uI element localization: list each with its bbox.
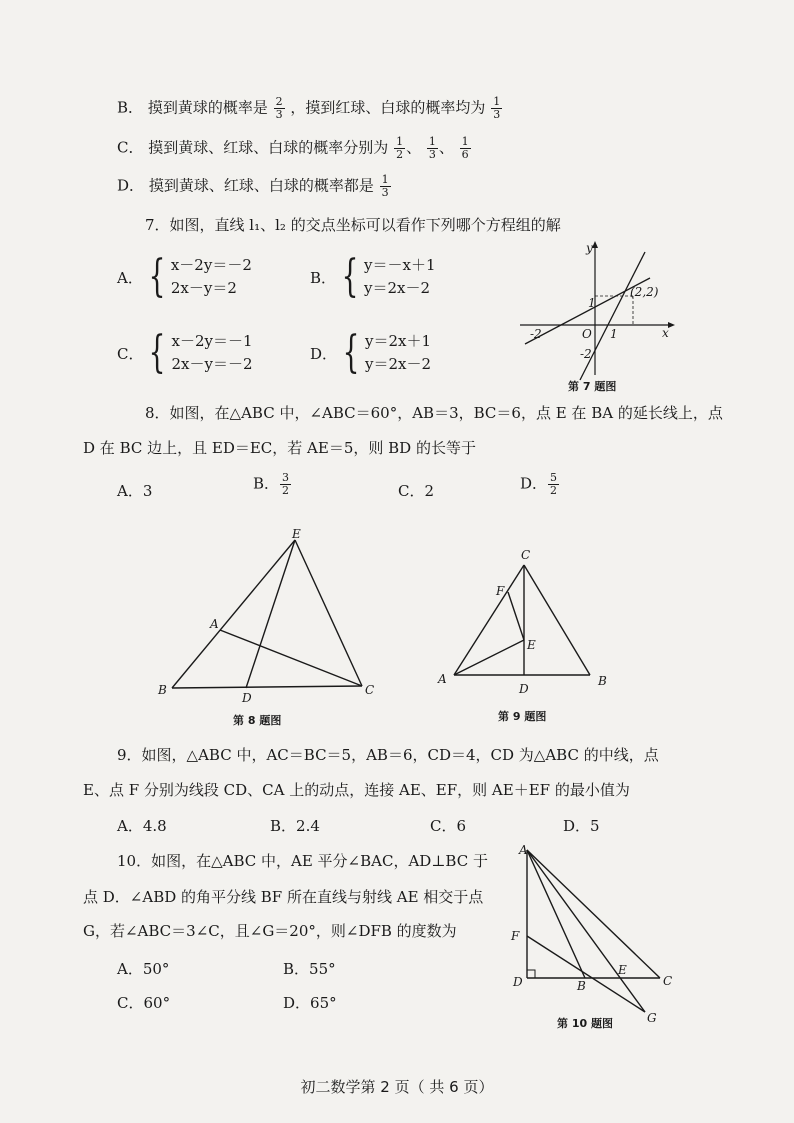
point-label: E <box>618 963 627 977</box>
q7-option-b <box>310 251 436 302</box>
point-label: D <box>519 682 529 696</box>
segment-ab <box>527 850 585 978</box>
point-label: E <box>527 638 536 652</box>
q9-stem-line1: 9．如图，△ABC 中，AC＝BC＝5，AB＝6，CD＝4，CD 为△ABC 的中线，点 <box>117 746 659 764</box>
segment-ed <box>246 540 295 688</box>
q9-caption: 第 9 题图 <box>498 710 547 723</box>
option-label: C． <box>117 344 144 363</box>
point-label: A <box>438 672 447 686</box>
q8-option-b: B． $\frac{3}{2}$ <box>253 471 290 497</box>
option-label: A． <box>117 268 143 287</box>
fraction: $\frac{1}{6}$ <box>461 135 469 161</box>
q8-stem-line2: D 在 BC 边上，且 ED＝EC，若 AE＝5，则 BD 的长等于 <box>83 439 476 457</box>
q7-stem: 7．如图，直线 l₁、l₂ 的交点坐标可以看作下列哪个方程组的解 <box>145 216 561 234</box>
page-footer: 初二数学第 2 页（ 共 6 页） <box>300 1078 494 1096</box>
equation: 2x－y＝－2 <box>171 355 253 373</box>
q6-option-b <box>117 96 503 121</box>
point-label: B <box>577 979 586 993</box>
q7-option-a <box>117 251 252 302</box>
segment-ef <box>508 592 524 640</box>
q10-stem-line1: 10．如图，在△ABC 中，AE 平分∠BAC，AD⊥BC 于 <box>117 852 488 870</box>
arrow-icon <box>668 322 675 328</box>
equation: 2x－y＝2 <box>170 279 237 297</box>
point-label: E <box>292 527 301 541</box>
option-text: 摸到黄球、红球、白球的概率分别为 <box>148 138 389 157</box>
y-label: y <box>586 241 593 255</box>
intersection-label: (2,2) <box>630 285 659 299</box>
fraction: $\frac{1}{3}$ <box>493 95 501 121</box>
option-label: C． <box>117 138 144 157</box>
segment-ac <box>527 850 660 978</box>
point-label: A <box>519 843 528 857</box>
q10-stem-line2: 点 D．∠ABD 的角平分线 BF 所在直线与射线 AE 相交于点 <box>83 888 484 906</box>
q8-stem-line1: 8．如图，在△ABC 中，∠ABC＝60°，AB＝3，BC＝6，点 E 在 BA 的延长线上，点 <box>145 404 723 422</box>
x-label: x <box>662 326 669 340</box>
q8-option-c: C．2 <box>398 482 435 500</box>
equation: x－2y＝－2 <box>170 256 252 274</box>
brace-icon: { <box>342 327 360 378</box>
point-label: D <box>242 691 252 705</box>
brace-icon: { <box>148 251 166 302</box>
origin-label: O <box>582 327 592 341</box>
point-label: C <box>521 548 531 562</box>
point-label: F <box>511 929 520 943</box>
q7-figure <box>520 240 680 380</box>
q9-option-d: D．5 <box>563 817 600 835</box>
q8-caption: 第 8 题图 <box>233 714 282 727</box>
option-text: ，摸到红球、白球的概率均为 <box>290 98 486 117</box>
tick-label: -2 <box>580 347 592 361</box>
q9-figure <box>432 545 622 695</box>
option-text: 摸到黄球的概率是 <box>147 98 268 117</box>
point-label: G <box>647 1011 657 1025</box>
option-label: D． <box>117 176 145 195</box>
q7-option-c <box>117 327 253 378</box>
q10-option-b: B．55° <box>283 960 336 978</box>
point-label: B <box>598 674 607 688</box>
brace-icon: { <box>341 251 359 302</box>
equation: y＝2x－2 <box>365 355 432 373</box>
segment-ac <box>454 565 524 675</box>
fraction: $\frac{1}{2}$ <box>396 135 404 161</box>
q6-option-c: C． 摸到黄球、红球、白球的概率分别为 $\frac{1}{2}$ 、 $\frac{1}{3}$ 、 $\frac{1}{6}$ <box>117 135 469 161</box>
arrow-icon <box>592 241 598 248</box>
point-label: A <box>210 617 219 631</box>
q10-option-a: A．50° <box>117 960 170 978</box>
q9-option-a: A．4.8 <box>117 817 167 835</box>
q8-option-d: D． $\frac{5}{2}$ <box>520 471 558 497</box>
q8-option-a: A．3 <box>117 482 153 500</box>
point-label: F <box>496 584 505 598</box>
brace-icon: { <box>149 327 166 378</box>
equation: x－2y＝－1 <box>171 332 253 350</box>
q8-figure <box>150 528 380 708</box>
point-label: B <box>158 683 167 697</box>
fraction: $\frac{1}{3}$ <box>381 173 389 199</box>
segment-be <box>172 540 295 688</box>
equation: y＝2x－2 <box>364 279 431 297</box>
q10-caption: 第 10 题图 <box>557 1017 613 1030</box>
segment-bc <box>524 565 590 675</box>
tick-label: -2 <box>530 327 542 341</box>
point-label: D <box>513 975 523 989</box>
right-angle-mark <box>527 970 535 978</box>
fraction: $\frac{2}{3}$ <box>275 95 283 121</box>
q9-option-c: C．6 <box>430 817 467 835</box>
equation: y＝2x＋1 <box>365 332 432 350</box>
ray-ae <box>527 850 645 1012</box>
tick-label: 1 <box>588 296 596 310</box>
equation: y＝－x＋1 <box>364 256 436 274</box>
q6-option-d <box>117 174 392 199</box>
option-label: B． <box>310 268 337 287</box>
segment-bc <box>172 686 362 688</box>
q7-caption: 第 7 题图 <box>568 380 617 393</box>
q10-option-d: D．65° <box>283 994 337 1012</box>
q9-stem-line2: E、点 F 分别为线段 CD、CA 上的动点，连接 AE、EF，则 AE＋EF 的最小值为 <box>83 781 630 799</box>
option-label: D． <box>310 344 338 363</box>
q7-option-d <box>310 327 432 378</box>
fraction: $\frac{1}{3}$ <box>428 135 436 161</box>
tick-label: 1 <box>610 327 618 341</box>
point-label: C <box>663 974 673 988</box>
option-label: B． <box>117 98 144 117</box>
q9-option-b: B．2.4 <box>270 817 320 835</box>
q10-option-c: C．60° <box>117 994 171 1012</box>
point-label: C <box>365 683 375 697</box>
option-text: 摸到黄球、红球、白球的概率都是 <box>148 176 374 195</box>
q10-stem-line3: G，若∠ABC＝3∠C，且∠G＝20°，则∠DFB 的度数为 <box>83 922 457 940</box>
